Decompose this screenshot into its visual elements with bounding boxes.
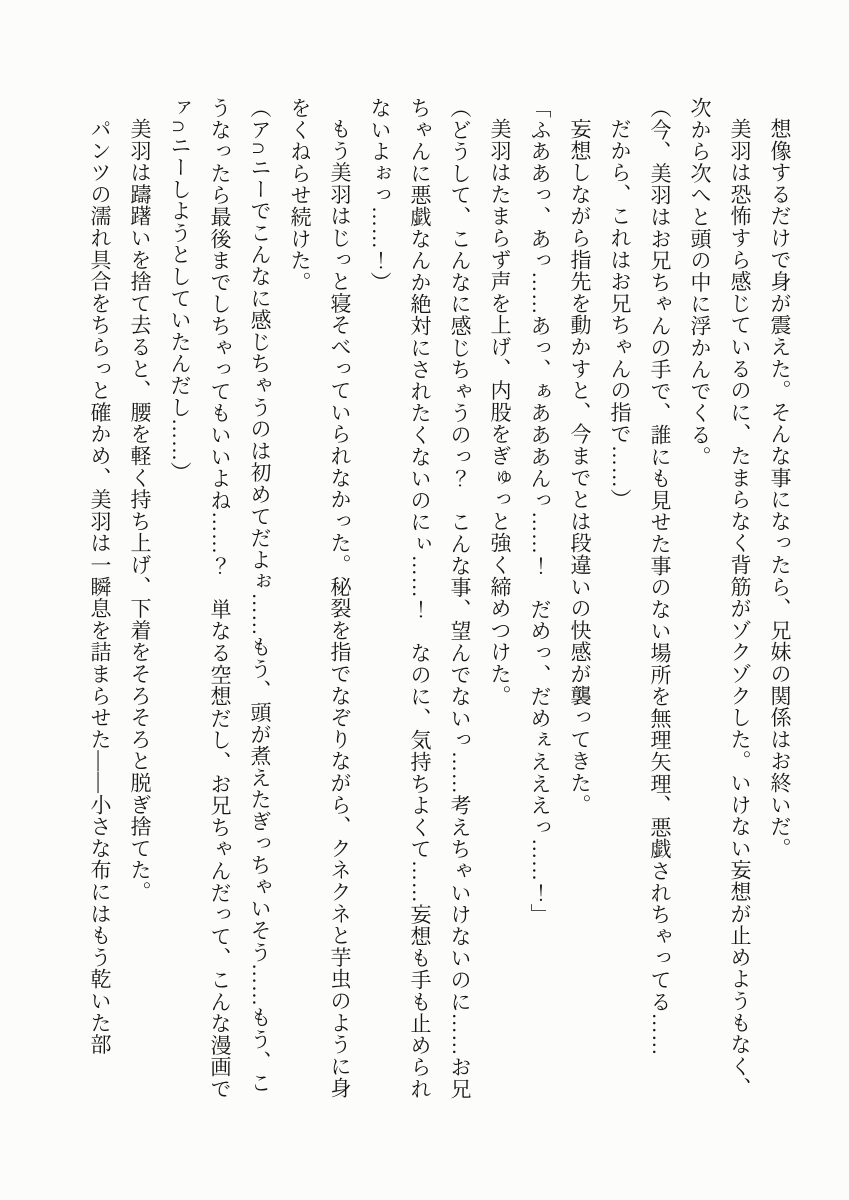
paragraph-6: 「ふああっ、あっ……あっ、ぁあああんっ……！ だめっ、だめぇえええっ……！」 — [528, 97, 552, 926]
paragraph-7: 美羽はたまらず声を上げ、内股をぎゅっと強く締めつけた。 — [488, 118, 512, 707]
paragraph-4: だから、これはお兄ちゃんの指で……） — [608, 118, 632, 511]
paragraph-3: （今、美羽はお兄ちゃんの手で、誰にも見せた事のない場所を無理矢理、悪戯されちゃってる…… — [648, 97, 672, 1057]
paragraph-5: 妄想しながら指先を動かすと、今までとは段違いの快感が襲ってきた。 — [568, 118, 592, 816]
paragraph-12: パンツの濡れ具合をちらっと確かめ、美羽は一瞬息を詰まらせた――小さな布にはもう乾いた部 — [88, 118, 112, 1056]
paragraph-11: 美羽は躊躇いを捨て去ると、腰を軽く持ち上げ、下着をそろそろと脱ぎ捨てた。 — [128, 118, 152, 903]
text-block — [80, 97, 800, 1109]
paragraph-10: （ア∩ニーでこんなに感じちゃうのは初めてだよぉ……もう、頭が煮えたぎっちゃいそう……もう、こうなったら最後までしちゃってもいいよね……？ 単なる空想だし、お兄ちゃんだって、こんな漫画でァ∩ニーしようとしていたんだし……） — [168, 97, 272, 1100]
paragraph-9: もう美羽はじっと寝そべっていられなかった。秘裂を指でなぞりながら、クネクネと芋虫のように身をくねらせ続けた。 — [288, 97, 352, 1099]
paragraph-1: 想像するだけで身が震えた。そんな事になったら、兄妹の関係はお終いだ。 — [768, 118, 792, 860]
paragraph-2: 美羽は恐怖すら感じているのに、たまらなく背筋がゾクゾクした。いけない妄想が止めようもなく、次から次へと頭の中に浮かんでくる。 — [688, 97, 752, 1099]
paragraph-8: （どうして、こんなに感じちゃうのっ？ こんな事、望んでないっ……考えちゃいけないのに……お兄ちゃんに悪戯なんか絶対にされたくないのにぃ……！ なのに、気持ちよくて……妄想も手も止められないよぉっ……！） — [368, 97, 472, 1100]
